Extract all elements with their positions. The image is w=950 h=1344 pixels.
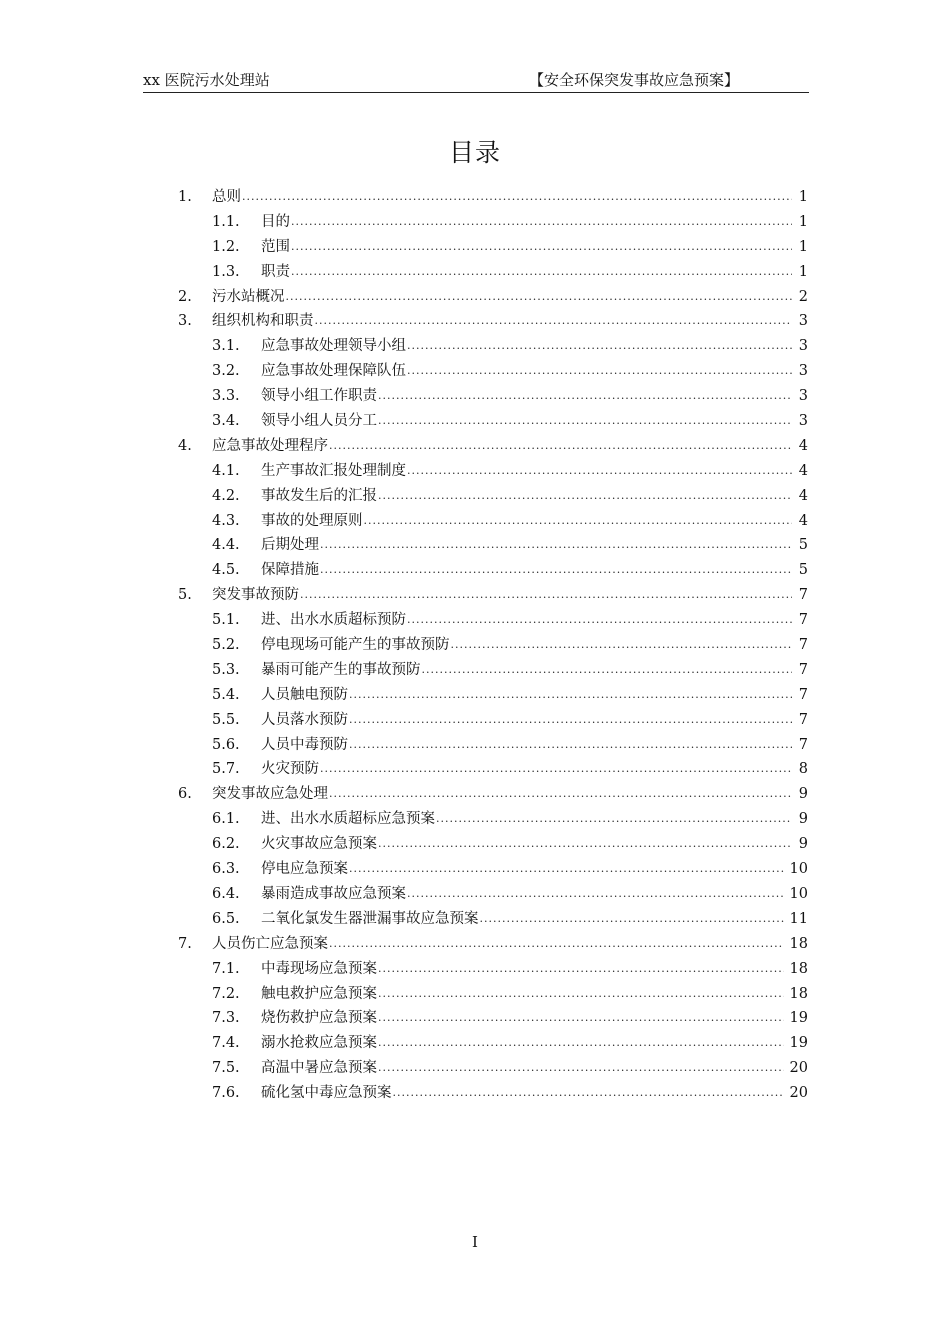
toc-entry-number: 3.4. <box>212 413 240 430</box>
toc-entry[interactable] <box>178 807 808 832</box>
toc-leader-dots <box>291 210 792 235</box>
toc-entry[interactable] <box>178 285 808 310</box>
toc-entry[interactable] <box>178 260 808 285</box>
header-right-text: 【安全环保突发事故应急预案】 <box>528 71 739 89</box>
toc-entry[interactable] <box>178 533 808 558</box>
toc-leader-dots <box>329 932 784 957</box>
toc-entry-page: 18 <box>789 985 808 1002</box>
toc-entry-label: 范围 <box>261 238 290 255</box>
toc-entry-page: 11 <box>789 910 808 927</box>
toc-entry-number: 5.1. <box>212 612 240 629</box>
toc-leader-dots <box>378 484 792 509</box>
toc-entry-number: 6.1. <box>212 811 240 828</box>
toc-entry-page: 4 <box>798 487 808 504</box>
toc-leader-dots <box>286 285 793 310</box>
toc-entry-number: 5.2. <box>212 637 240 654</box>
toc-leader-dots <box>378 957 784 982</box>
toc-entry-page: 3 <box>798 413 808 430</box>
toc-entry-label: 硫化氢中毒应急预案 <box>261 1085 392 1102</box>
toc-entry-label: 人员伤亡应急预案 <box>212 935 328 952</box>
toc-leader-dots <box>291 235 792 260</box>
toc-leader-dots <box>315 309 793 334</box>
toc-leader-dots <box>349 733 792 758</box>
toc-entry[interactable] <box>178 857 808 882</box>
toc-entry-label: 组织机构和职责 <box>212 313 314 330</box>
toc-entry-label: 人员中毒预防 <box>261 736 348 753</box>
toc-entry-number: 3.3. <box>212 388 240 405</box>
header-left-text: xx 医院污水处理站 <box>143 71 270 89</box>
toc-leader-dots <box>407 459 792 484</box>
toc-leader-dots <box>407 359 792 384</box>
toc-leader-dots <box>349 683 792 708</box>
toc-entry-number: 7.2. <box>212 985 240 1002</box>
toc-entry-label: 突发事故应急处理 <box>212 786 328 803</box>
toc-entry-number: 4.1. <box>212 462 240 479</box>
toc-entry-number: 1.1. <box>212 213 240 230</box>
toc-entry[interactable] <box>178 185 808 210</box>
toc-entry-label: 人员落水预防 <box>261 711 348 728</box>
toc-entry-label: 人员触电预防 <box>261 686 348 703</box>
toc-entry-page: 3 <box>798 338 808 355</box>
toc-entry-label: 污水站概况 <box>212 288 285 305</box>
toc-entry[interactable] <box>178 982 808 1007</box>
toc-entry[interactable] <box>178 932 808 957</box>
toc-entry-label: 职责 <box>261 263 290 280</box>
toc-entry-label: 生产事故汇报处理制度 <box>261 462 406 479</box>
toc-entry-label: 烧伤救护应急预案 <box>261 1010 377 1027</box>
toc-leader-dots <box>242 185 792 210</box>
toc-entry-number: 7.1. <box>212 960 240 977</box>
toc-leader-dots <box>407 608 792 633</box>
toc-entry-number: 3.2. <box>212 363 240 380</box>
toc-entry-label: 领导小组人员分工 <box>261 413 377 430</box>
toc-entry-label: 应急事故处理程序 <box>212 437 328 454</box>
toc-entry-number: 5.3. <box>212 661 240 678</box>
toc-leader-dots <box>378 832 792 857</box>
toc-entry-number: 5.6. <box>212 736 240 753</box>
toc-entry[interactable] <box>178 832 808 857</box>
toc-leader-dots <box>422 658 793 683</box>
toc-entry-label: 暴雨造成事故应急预案 <box>261 885 406 902</box>
toc-entry-label: 后期处理 <box>261 537 319 554</box>
toc-entry[interactable] <box>178 1056 808 1081</box>
toc-entry[interactable] <box>178 235 808 260</box>
toc-leader-dots <box>378 409 792 434</box>
toc-entry-page: 7 <box>798 637 808 654</box>
toc-leader-dots <box>320 558 792 583</box>
toc-entry-page: 20 <box>789 1060 808 1077</box>
toc-leader-dots <box>378 982 784 1007</box>
toc-entry-number: 5.5. <box>212 711 240 728</box>
page-header <box>143 70 809 93</box>
toc-entry-page: 1 <box>798 238 808 255</box>
toc-leader-dots <box>378 1006 784 1031</box>
toc-entry[interactable] <box>178 509 808 534</box>
toc-entry-label: 进、出水水质超标预防 <box>261 612 406 629</box>
toc-entry-page: 1 <box>798 189 808 205</box>
toc-leader-dots <box>329 782 792 807</box>
toc-entry-page: 10 <box>789 885 808 902</box>
toc-entry-number: 1.3. <box>212 263 240 280</box>
toc-entry-number: 5. <box>178 587 192 604</box>
toc-entry[interactable] <box>178 434 808 459</box>
toc-entry-page: 4 <box>798 462 808 479</box>
toc-entry-label: 高温中暑应急预案 <box>261 1060 377 1077</box>
toc-entry-label: 总则 <box>212 189 241 205</box>
toc-entry-page: 5 <box>798 537 808 554</box>
toc-entry[interactable] <box>178 359 808 384</box>
toc-leader-dots <box>300 583 792 608</box>
toc-entry[interactable] <box>178 608 808 633</box>
toc-entry-number: 6.4. <box>212 885 240 902</box>
toc-entry-page: 3 <box>798 363 808 380</box>
toc-leader-dots <box>393 1081 784 1106</box>
toc-entry-page: 19 <box>789 1035 808 1052</box>
toc-entry-number: 4.5. <box>212 562 240 579</box>
toc-entry-label: 保障措施 <box>261 562 319 579</box>
toc-entry[interactable] <box>178 1081 808 1106</box>
toc-leader-dots <box>407 334 792 359</box>
toc-entry[interactable] <box>178 210 808 235</box>
toc-entry-label: 二氧化氯发生器泄漏事故应急预案 <box>261 910 479 927</box>
toc-entry-page: 3 <box>798 313 808 330</box>
toc-entry-label: 目的 <box>261 213 290 230</box>
toc-entry-page: 9 <box>798 811 808 828</box>
toc-leader-dots <box>329 434 792 459</box>
toc-entry-label: 触电救护应急预案 <box>261 985 377 1002</box>
toc-entry-page: 20 <box>789 1085 808 1102</box>
toc-entry-label: 暴雨可能产生的事故预防 <box>261 661 421 678</box>
toc-entry[interactable] <box>178 633 808 658</box>
toc-entry-number: 6.2. <box>212 836 240 853</box>
toc-entry-label: 应急事故处理保障队伍 <box>261 363 406 380</box>
toc-entry-page: 2 <box>798 288 808 305</box>
toc-entry[interactable] <box>178 757 808 782</box>
toc-entry-label: 溺水抢救应急预案 <box>261 1035 377 1052</box>
toc-leader-dots <box>320 533 792 558</box>
toc-entry-label: 突发事故预防 <box>212 587 299 604</box>
toc-leader-dots <box>291 260 792 285</box>
toc-entry-page: 4 <box>798 437 808 454</box>
toc-entry[interactable] <box>178 782 808 807</box>
toc-entry-number: 4. <box>178 437 192 454</box>
toc-entry-page: 3 <box>798 388 808 405</box>
toc-entry-number: 6. <box>178 786 192 803</box>
toc-entry-number: 4.2. <box>212 487 240 504</box>
toc-leader-dots <box>349 857 784 882</box>
toc-leader-dots <box>364 509 793 534</box>
toc-entry[interactable] <box>178 459 808 484</box>
toc-leader-dots <box>349 708 792 733</box>
toc-entry-page: 7 <box>798 736 808 753</box>
page-number: I <box>472 1233 478 1251</box>
toc-entry-number: 6.5. <box>212 910 240 927</box>
toc-leader-dots <box>378 1056 784 1081</box>
toc-entry[interactable] <box>178 334 808 359</box>
toc-title: 目录 <box>448 138 501 167</box>
toc-entry-label: 火灾预防 <box>261 761 319 778</box>
toc-entry-number: 2. <box>178 288 192 305</box>
toc-entry-number: 6.3. <box>212 861 240 878</box>
toc-entry-page: 7 <box>798 711 808 728</box>
toc-entry-label: 进、出水水质超标应急预案 <box>261 811 435 828</box>
toc-entry[interactable] <box>178 708 808 733</box>
toc-entry-number: 7.6. <box>212 1085 240 1102</box>
toc-entry-label: 事故发生后的汇报 <box>261 487 377 504</box>
toc-leader-dots <box>436 807 792 832</box>
toc-entry-page: 7 <box>798 587 808 604</box>
toc-entry-page: 10 <box>789 861 808 878</box>
toc-entry[interactable] <box>178 683 808 708</box>
toc-entry-page: 7 <box>798 661 808 678</box>
toc-entry-page: 1 <box>798 213 808 230</box>
toc-entry-page: 8 <box>798 761 808 778</box>
toc-entry-page: 18 <box>789 960 808 977</box>
toc-entry[interactable] <box>178 658 808 683</box>
toc-entry[interactable] <box>178 384 808 409</box>
toc-entry-page: 5 <box>798 562 808 579</box>
toc-entry[interactable] <box>178 484 808 509</box>
toc-entry[interactable] <box>178 558 808 583</box>
toc-entry-label: 停电应急预案 <box>261 861 348 878</box>
toc-entry-number: 5.7. <box>212 761 240 778</box>
toc-leader-dots <box>320 757 792 782</box>
toc-entry-label: 中毒现场应急预案 <box>261 960 377 977</box>
toc-entry-number: 1.2. <box>212 238 240 255</box>
toc-entry[interactable] <box>178 583 808 608</box>
toc-entry-label: 事故的处理原则 <box>261 512 363 529</box>
toc-entry-page: 19 <box>789 1010 808 1027</box>
toc-entry[interactable] <box>178 1006 808 1031</box>
toc-entry-number: 1. <box>178 189 192 205</box>
toc-leader-dots <box>378 384 792 409</box>
toc-entry[interactable] <box>178 957 808 982</box>
toc-entry-page: 9 <box>798 836 808 853</box>
toc-entry[interactable] <box>178 409 808 434</box>
toc-entry-page: 7 <box>798 612 808 629</box>
toc-leader-dots <box>407 882 784 907</box>
toc-entry-number: 7. <box>178 935 192 952</box>
toc-entry-label: 领导小组工作职责 <box>261 388 377 405</box>
toc-entry-page: 7 <box>798 686 808 703</box>
toc-entry-number: 4.3. <box>212 512 240 529</box>
toc-leader-dots <box>480 907 784 932</box>
table-of-contents <box>178 185 808 1106</box>
toc-entry-number: 7.4. <box>212 1035 240 1052</box>
toc-entry-label: 应急事故处理领导小组 <box>261 338 406 355</box>
toc-entry[interactable] <box>178 733 808 758</box>
toc-entry-page: 9 <box>798 786 808 803</box>
toc-entry[interactable] <box>178 907 808 932</box>
toc-leader-dots <box>378 1031 784 1056</box>
toc-entry-number: 4.4. <box>212 537 240 554</box>
toc-entry-number: 7.3. <box>212 1010 240 1027</box>
toc-entry[interactable] <box>178 309 808 334</box>
toc-entry-number: 7.5. <box>212 1060 240 1077</box>
toc-entry[interactable] <box>178 1031 808 1056</box>
toc-entry-page: 1 <box>798 263 808 280</box>
toc-entry-page: 18 <box>789 935 808 952</box>
toc-leader-dots <box>451 633 793 658</box>
toc-entry-number: 3. <box>178 313 192 330</box>
toc-entry-label: 停电现场可能产生的事故预防 <box>261 637 450 654</box>
toc-entry-number: 3.1. <box>212 338 240 355</box>
toc-entry-page: 4 <box>798 512 808 529</box>
toc-entry-label: 火灾事故应急预案 <box>261 836 377 853</box>
toc-entry-number: 5.4. <box>212 686 240 703</box>
toc-entry[interactable] <box>178 882 808 907</box>
